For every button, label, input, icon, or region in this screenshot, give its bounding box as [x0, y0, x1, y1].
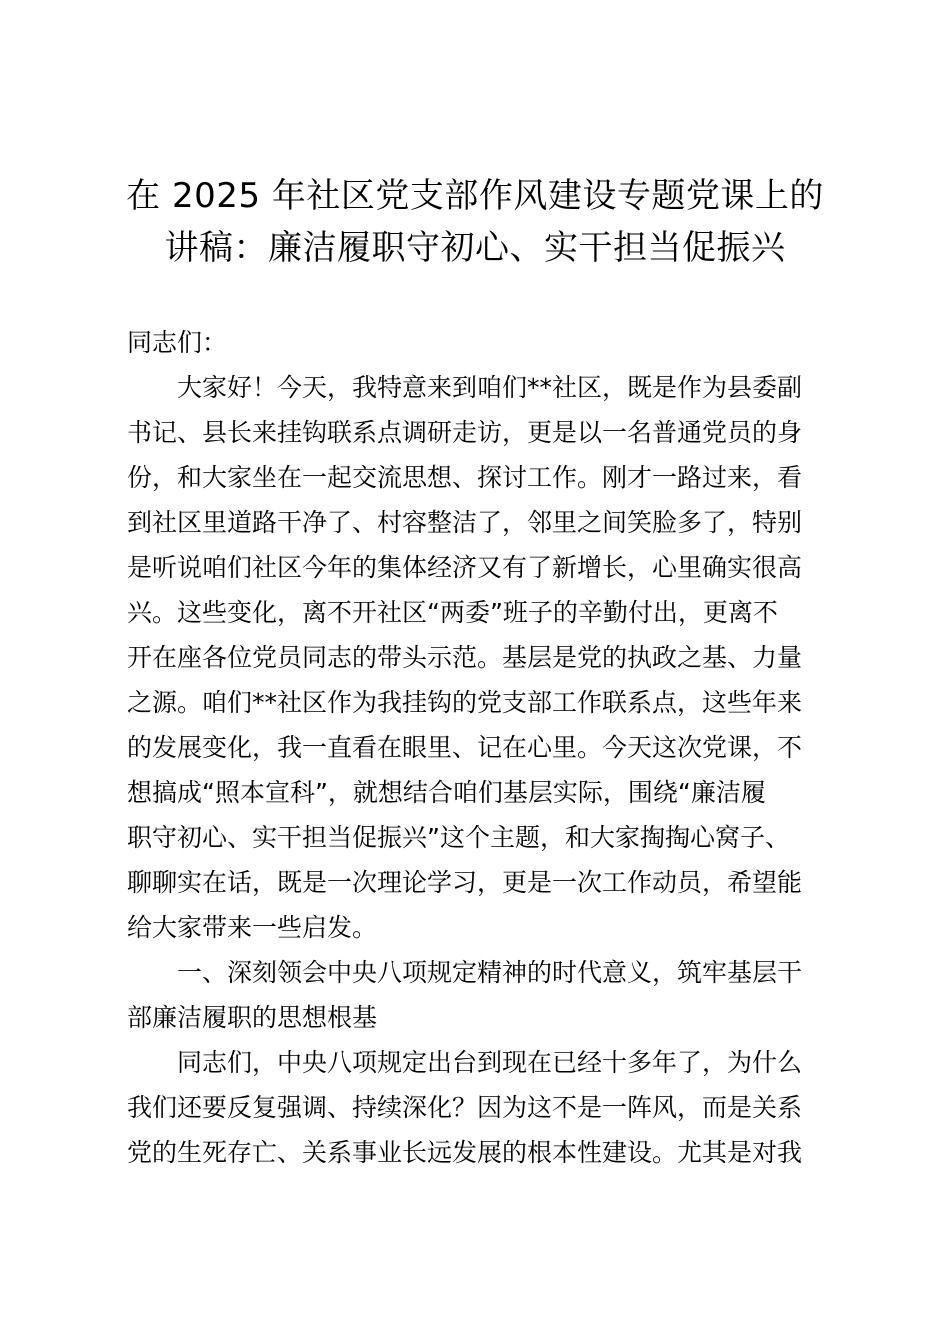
- document-body: [127, 320, 833, 1175]
- text-line: 职守初心、实干担当促振兴”这个主题，和大家掏掏心窝子、: [127, 823, 790, 852]
- text-line: 之源。咱们**社区作为我挂钩的党支部工作联系点，这些年来: [127, 688, 803, 717]
- text-line: 开在座各位党员同志的带头示范。基层是党的执政之基、力量: [127, 643, 803, 672]
- text-line: 到社区里道路干净了、村容整洁了，邻里之间笑脸多了，特别: [127, 508, 803, 537]
- text-line: 同志们，中央八项规定出台到现在已经十多年了，为什么: [177, 1048, 803, 1077]
- heading-line: 部廉洁履职的思想根基: [127, 1003, 378, 1032]
- paragraph-section-1: [127, 1040, 833, 1175]
- text-line: 份，和大家坐在一起交流思想、探讨工作。刚才一路过来，看: [127, 463, 803, 492]
- title-line-2: 讲稿：廉洁履职守初心、实干担当促振兴: [164, 228, 786, 268]
- text-line: 书记、县长来挂钩联系点调研走访，更是以一名普通党员的身: [127, 418, 803, 447]
- text-line: 的发展变化，我一直看在眼里、记在心里。今天这次党课，不: [127, 733, 803, 762]
- text-line: 给大家带来一些启发。: [127, 913, 378, 942]
- text-line: 聊聊实在话，既是一次理论学习，更是一次工作动员，希望能: [127, 868, 803, 897]
- salutation: 同志们：: [127, 328, 228, 357]
- title-line-1: 在 2025 年社区党支部作风建设专题党课上的: [126, 176, 824, 216]
- document-title: [100, 170, 850, 274]
- text-line: 是听说咱们社区今年的集体经济又有了新增长，心里确实很高: [127, 553, 803, 582]
- paragraph-opening: [127, 365, 833, 950]
- text-line: 兴。这些变化，离不开社区“两委”班子的辛勤付出，更离不: [127, 598, 778, 627]
- text-line: 想搞成“照本宣科”，就想结合咱们基层实际，围绕“廉洁履: [127, 778, 766, 807]
- text-line: 党的生死存亡、关系事业长远发展的根本性建设。尤其是对我: [127, 1138, 803, 1167]
- heading-line: 一、深刻领会中央八项规定精神的时代意义，筑牢基层干: [177, 958, 803, 987]
- text-line: 我们还要反复强调、持续深化？因为这不是一阵风，而是关系: [127, 1093, 803, 1122]
- text-line: 大家好！今天，我特意来到咱们**社区，既是作为县委副: [177, 373, 803, 402]
- section-heading-1: [127, 950, 833, 1040]
